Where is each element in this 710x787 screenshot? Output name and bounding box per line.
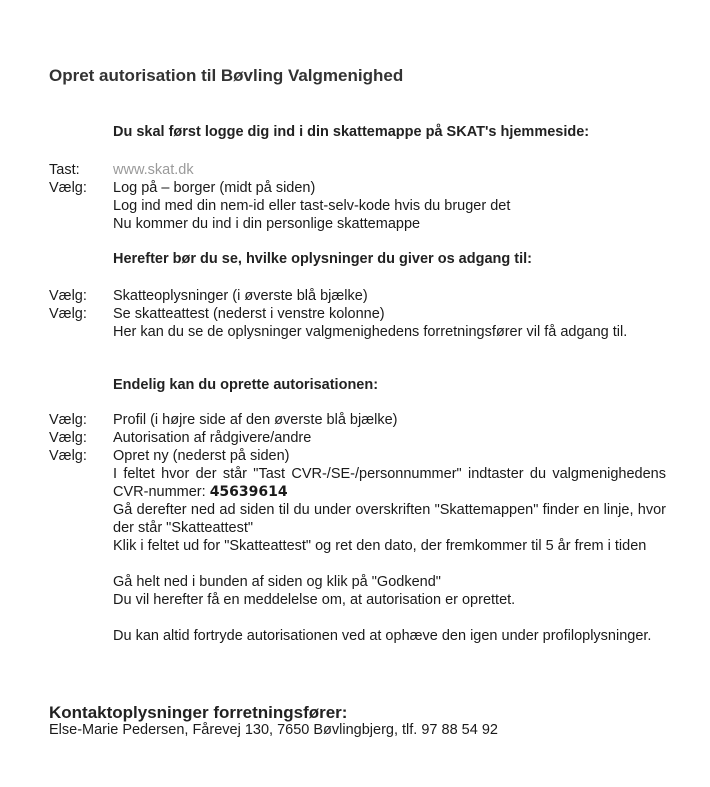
step-text: Gå helt ned i bunden af siden og klik på "Godkend" [113,574,441,590]
step-text: Log på – borger (midt på siden) [113,180,316,196]
step-text: Opret ny (nederst på siden) [113,448,290,464]
step-text: Du kan altid fortryde autorisationen ved at ophæve den igen under profiloplysninger. [113,628,652,644]
step-text: Autorisation af rådgivere/andre [113,430,312,446]
step-note: Her kan du se de oplysninger valgmenighedens forretningsfører vil få adgang til. [113,324,628,340]
contact-details: Else-Marie Pedersen, Fårevej 130, 7650 Bøvlingbjerg, tlf. 97 88 54 92 [49,722,498,738]
step-label: Vælg: [49,430,87,446]
skat-link[interactable]: www.skat.dk [113,162,194,178]
cvr-number: 45639614 [209,484,288,500]
step-label: Vælg: [49,288,87,304]
section-heading-login: Du skal først logge dig ind i din skattemappe på SKAT's hjemmeside: [113,124,590,140]
contact-heading: Kontaktoplysninger forretningsfører: [49,703,348,722]
section-heading-access: Herefter bør du se, hvilke oplysninger du giver os adgang til: [113,251,532,267]
step-label: Vælg: [49,448,87,464]
step-text: Gå derefter ned ad siden til du under overskriften "Skattemappen" finder en linje, hvor der står "Skatteattest" [113,502,666,536]
page-title: Opret autorisation til Bøvling Valgmenighed [49,66,404,85]
step-text: Profil (i højre side af den øverste blå bjælke) [113,412,398,428]
section-heading-authorize: Endelig kan du oprette autorisationen: [113,377,379,393]
cvr-instruction-text: I feltet hvor der står "Tast CVR-/SE-/personnummer" indtaster du valgmenighedens CVR-nummer: [113,466,666,500]
step-label: Tast: [49,162,80,178]
step-text: Klik i feltet ud for "Skatteattest" og ret den dato, der fremkommer til 5 år frem i tiden [113,538,647,554]
step-label: Vælg: [49,306,87,322]
step-text: Skatteoplysninger (i øverste blå bjælke) [113,288,368,304]
cvr-instruction [113,465,666,501]
step-text: Du vil herefter få en meddelelse om, at autorisation er oprettet. [113,592,516,608]
step-label: Vælg: [49,180,87,196]
step-text: Nu kommer du ind i din personlige skattemappe [113,216,421,232]
step-label: Vælg: [49,412,87,428]
step-text: Log ind med din nem-id eller tast-selv-kode hvis du bruger det [113,198,511,214]
step-text: Se skatteattest (nederst i venstre kolonne) [113,306,385,322]
